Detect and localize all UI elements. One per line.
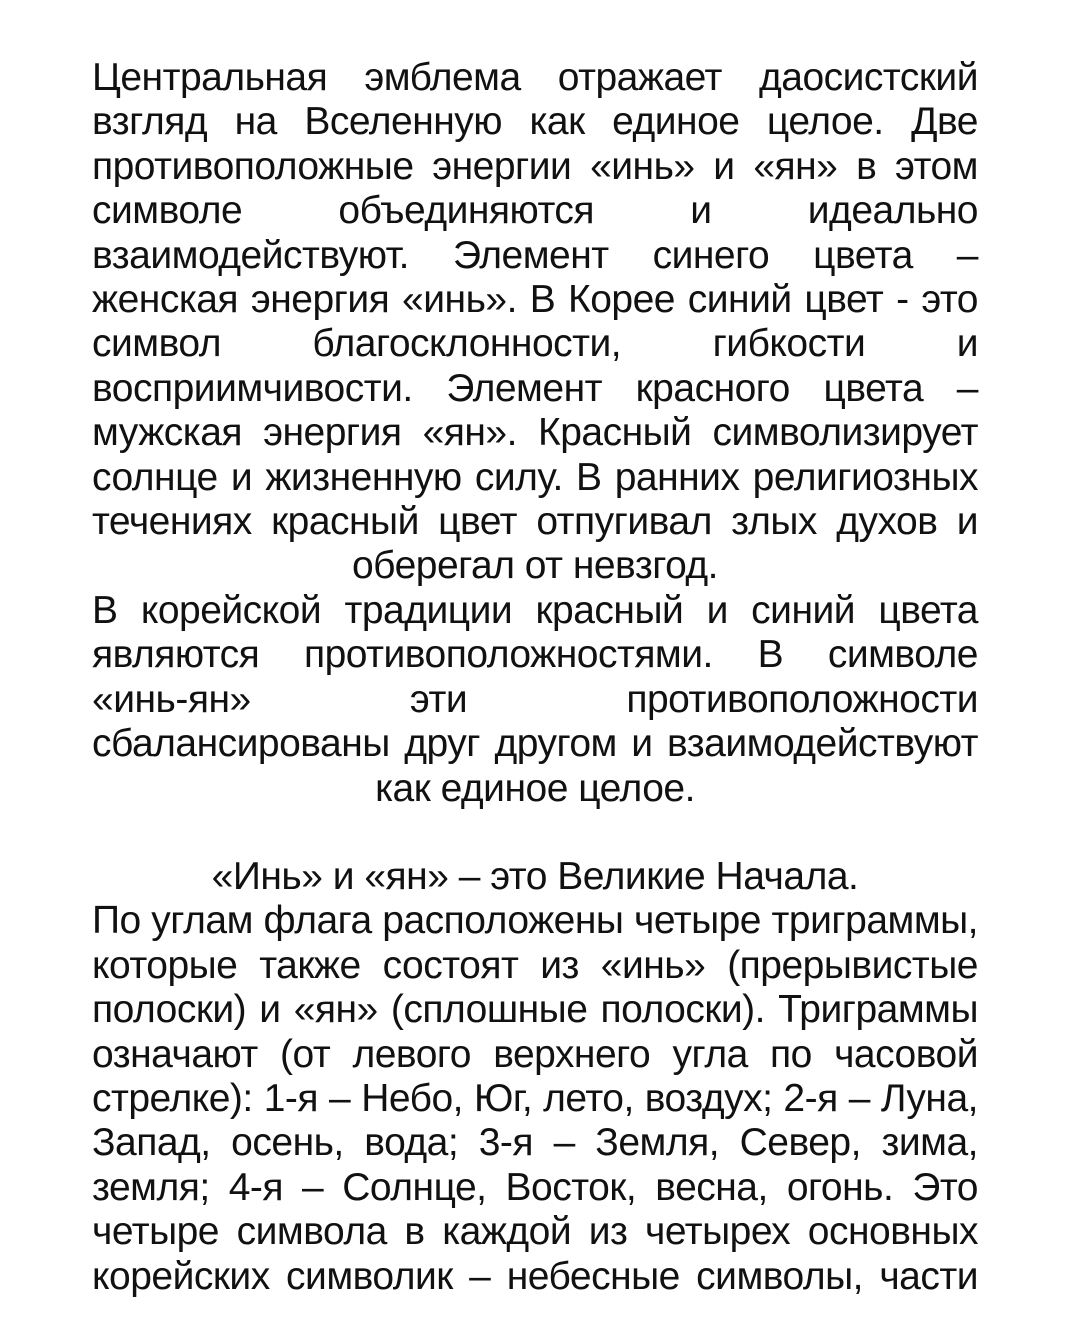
document-page <box>92 56 978 1299</box>
paragraph-tradition: В корейской традиции красный и синий цвета являются противоположностями. В символе «инь-ян» эти противоположности сбалансированы друг другом и взаимодействуют как единое целое. <box>92 588 978 810</box>
paragraph-trigrams: По углам флага расположены четыре триграммы, которые также состоят из «инь» (прерывистые полоски) и «ян» (сплошные полоски). Триграммы означают (от левого верхнего угла по часовой стрелке): 1-я – Небо, Юг, лето, воздух; 2-я – Луна, Запад, осень, вода; 3-я – Земля, Север, зима, земля; 4-я – Солнце, Восток, весна, огонь. Это четыре символа в каждой из четырех основных корейских символик – небесные символы, части <box>92 899 978 1298</box>
paragraph-great-beginnings: «Инь» и «ян» – это Великие Начала. <box>211 854 859 898</box>
paragraph-emblem: Центральная эмблема отражает даосистский взгляд на Вселенную как единое целое. Две противоположные энергии «инь» и «ян» в этом символе объединяются и идеально взаимодействуют. Элемент синего цвета – женская энергия «инь». В Корее синий цвет - это символ благосклонности, гибкости и восприимчивости. Элемент красного цвета – мужская энергия «ян». Красный символизирует солнце и жизненную силу. В ранних религиозных течениях красный цвет отпугивал злых духов и оберегал от невзгод. <box>92 56 978 588</box>
paragraph-gap <box>92 811 978 855</box>
